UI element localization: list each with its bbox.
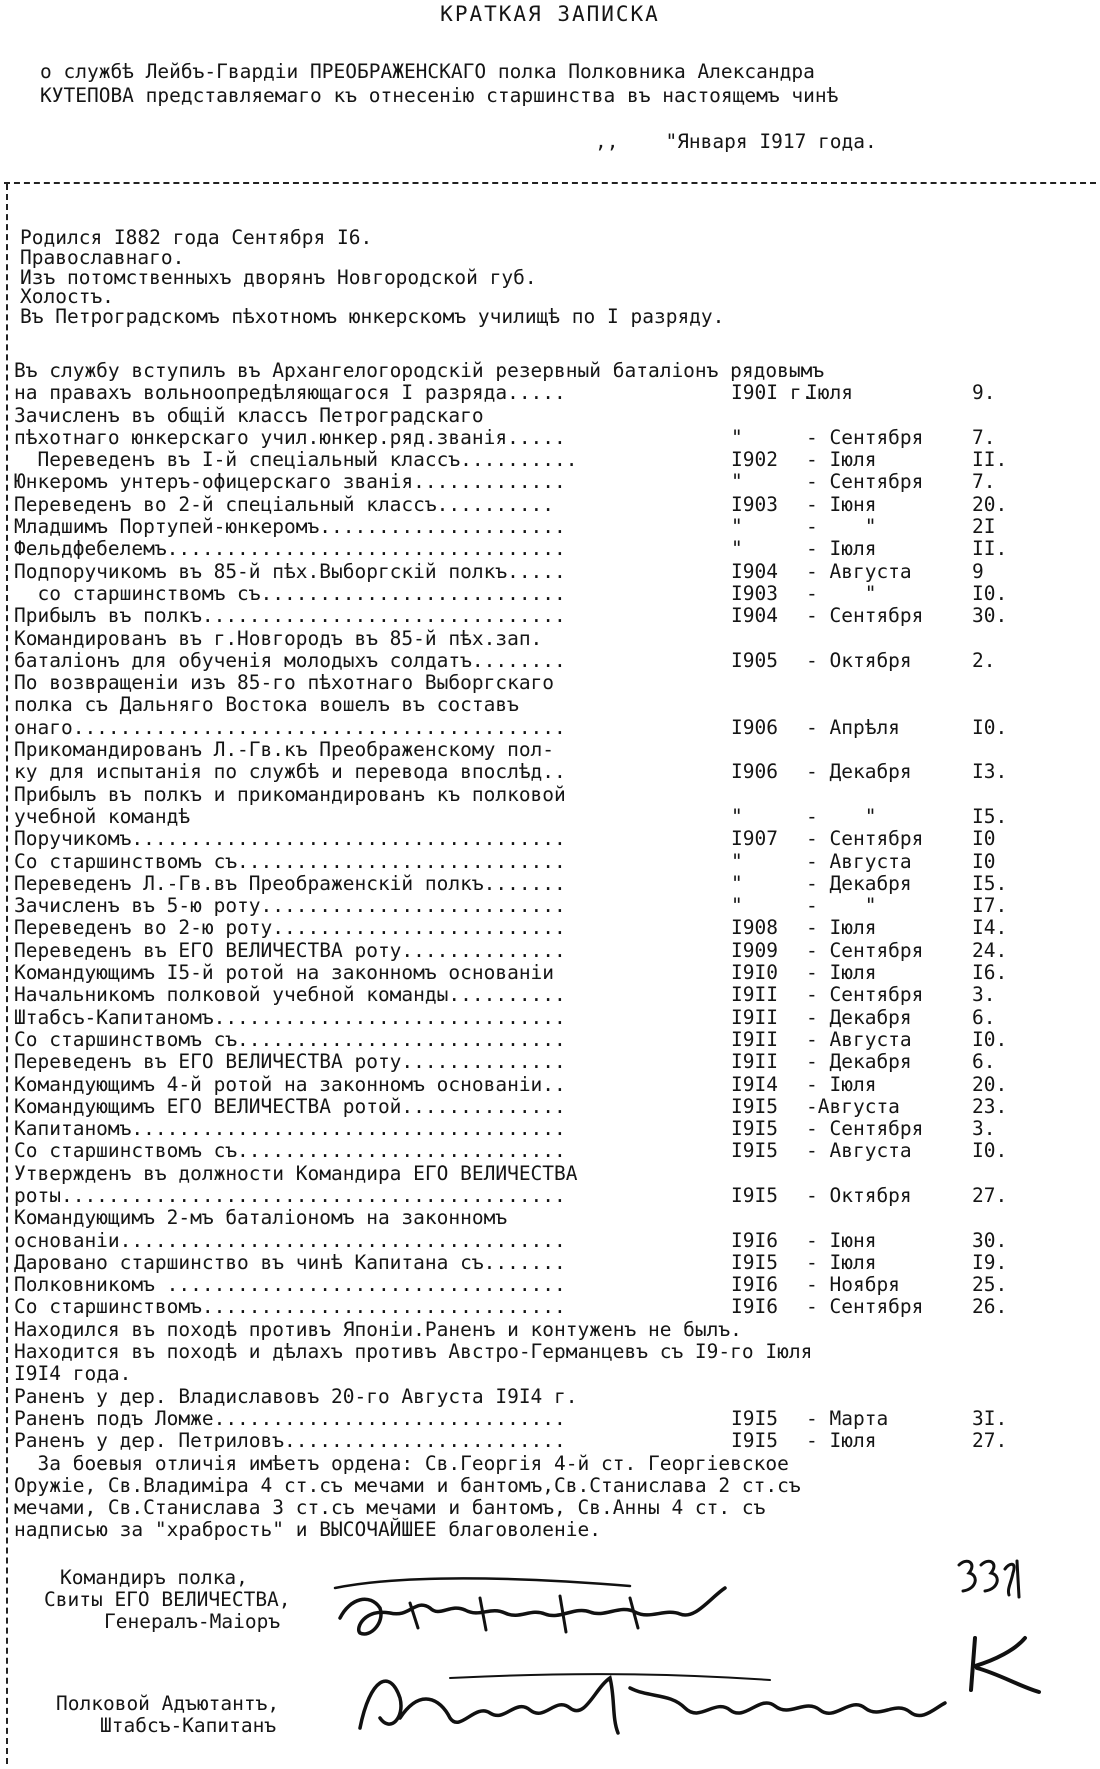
- service-entry: [14, 1074, 1084, 1096]
- service-entry-day: I7.: [972, 894, 1008, 918]
- service-entry-day: 3I.: [972, 1406, 1008, 1430]
- service-entry-day: 23.: [972, 1094, 1008, 1118]
- service-entry: [14, 895, 1084, 917]
- service-entry-year: I907: [731, 827, 778, 851]
- service-entry: [14, 1475, 1084, 1497]
- service-entry-day: I0: [972, 849, 996, 873]
- service-entry-text: Прибылъ въ полкъ...............................: [14, 604, 566, 628]
- service-entry-text: Капитаномъ.....................................: [14, 1117, 566, 1141]
- service-entry-day: II.: [972, 448, 1008, 472]
- service-entry-text: Командующимъ I5-й ротой на законномъ основанiи: [14, 961, 566, 985]
- service-entry-text: Раненъ у дер. Владиславовъ 20-го Августа I9I4 г.: [14, 1384, 578, 1408]
- service-entry-day: 9.: [972, 381, 996, 405]
- service-entry-text: Со старшинствомъ...............................: [14, 1295, 566, 1319]
- service-entry-day: 25.: [972, 1273, 1008, 1297]
- service-entry: [14, 605, 1084, 627]
- service-entry: [14, 1163, 1084, 1185]
- service-entry-month: - Апрѣля: [806, 715, 900, 739]
- service-entry-text: Со старшинствомъ съ............................: [14, 1139, 566, 1163]
- dashed-rule-top: [4, 182, 1096, 184]
- service-entry: [14, 360, 1084, 382]
- service-entry-year: I904: [731, 604, 778, 628]
- service-entry-year: I908: [731, 916, 778, 940]
- service-entry-text: надписью за "храбрость" и ВЫСОЧАЙШЕЕ благоволенiе.: [14, 1518, 601, 1542]
- service-entry: [14, 806, 1084, 828]
- service-entry-day: 20.: [972, 1072, 1008, 1096]
- header-date: ,, "Января I917 года.: [595, 130, 877, 153]
- service-entry-year: I9I5: [731, 1139, 778, 1163]
- service-entry-month: - Октября: [806, 648, 912, 672]
- commander-title-line-1: Командиръ полка,: [60, 1566, 248, 1589]
- service-entry: [14, 761, 1084, 783]
- service-entry-year: I906: [731, 715, 778, 739]
- service-entry-month: Iюля: [806, 381, 853, 405]
- service-entry-month: - Iюля: [806, 448, 877, 472]
- margin-number-handwritten: [955, 1555, 1025, 1605]
- service-entry-year: I903: [731, 581, 778, 605]
- service-entry-month: - ": [806, 515, 877, 539]
- service-entry: [14, 873, 1084, 895]
- commander-title-line-2: Свиты ЕГО ВЕЛИЧЕСТВА,: [44, 1588, 291, 1611]
- dashed-rule-left: [6, 184, 8, 1764]
- biography-block: [20, 228, 1090, 327]
- service-entry-month: - Декабря: [806, 1005, 912, 1029]
- service-entry: [14, 962, 1084, 984]
- header-line-1: о службѣ Лейбъ-Гвардiи ПРЕОБРАЖЕНСКАГО полка Полковника Александра: [40, 60, 815, 83]
- service-entry-text: Даровано старшинство въ чинѣ Капитана съ.......: [14, 1250, 566, 1274]
- service-entry: [14, 1230, 1084, 1252]
- service-entry-text: мечами, Св.Станислава 3 ст.съ мечами и бантомъ, Св.Анны 4 ст. съ: [14, 1496, 766, 1520]
- service-entry-text: основанiи......................................: [14, 1228, 566, 1252]
- service-entry-year: I902: [731, 448, 778, 472]
- service-entry: [14, 471, 1084, 493]
- service-entry: [14, 1252, 1084, 1274]
- service-entry-day: 30.: [972, 1228, 1008, 1252]
- service-entry-year: I9II: [731, 1050, 778, 1074]
- service-entry: [14, 382, 1084, 404]
- service-entry: [14, 917, 1084, 939]
- service-entry-text: учебной командѣ: [14, 804, 191, 828]
- service-entry-day: 3.: [972, 983, 996, 1007]
- service-entry: [14, 984, 1084, 1006]
- service-entry-text: Штабсъ-Капитаномъ..............................: [14, 1005, 566, 1029]
- service-entry-month: - Августа: [806, 1139, 912, 1163]
- service-entry-year: I9I0: [731, 961, 778, 985]
- service-entry: [14, 427, 1084, 449]
- service-entry-day: I5.: [972, 871, 1008, 895]
- service-entry: [14, 1296, 1084, 1318]
- service-entry: [14, 583, 1084, 605]
- service-entry-year: I9II: [731, 1005, 778, 1029]
- service-entry-text: Въ службу вступилъ въ Архангелогородскiй резервный баталiонъ рядовымъ: [14, 359, 825, 382]
- header-line-2: КУТЕПОВА представляемаго къ отнесенiю старшинства въ настоящемъ чинѣ: [40, 84, 839, 107]
- service-entry: [14, 851, 1084, 873]
- service-entry-year: ": [731, 894, 743, 918]
- service-entry-month: - Декабря: [806, 1050, 912, 1074]
- service-entry-year: ": [731, 515, 743, 539]
- service-entry-month: - Iюля: [806, 1072, 877, 1096]
- service-entry-text: Командующимъ 4-й ротой на законномъ основанiи..: [14, 1072, 566, 1096]
- service-entry: [14, 1319, 1084, 1341]
- service-entry-text: пѣхотнаго юнкерскаго учил.юнкер.ряд.званiя.....: [14, 425, 566, 449]
- service-entry: [14, 1519, 1084, 1541]
- service-entry-month: - ": [806, 804, 877, 828]
- service-entry-text: роты...........................................: [14, 1183, 566, 1207]
- service-entry-day: 7.: [972, 425, 996, 449]
- service-entry-text: Переведенъ во 2-й спецiальный классъ..........: [14, 492, 555, 516]
- service-entry-day: I0: [972, 827, 996, 851]
- adjutant-signature: [350, 1658, 950, 1758]
- service-entry: [14, 694, 1084, 716]
- service-entry-month: - Сентября: [806, 983, 924, 1007]
- service-entry-year: I9I5: [731, 1183, 778, 1207]
- service-entry-text: Оружiе, Св.Владимiра 4 ст.съ мечами и бантомъ,Св.Станислава 2 ст.съ: [14, 1473, 801, 1497]
- service-entry-month: - Iюля: [806, 1250, 877, 1274]
- service-entry-year: ": [731, 804, 743, 828]
- service-entry-month: - Сентября: [806, 425, 924, 449]
- commander-signature: [330, 1568, 750, 1658]
- service-entry-text: онаго..........................................: [14, 715, 566, 739]
- service-entry-year: I9I6: [731, 1273, 778, 1297]
- service-entry-text: Со старшинствомъ съ............................: [14, 849, 566, 873]
- service-entry-month: - ": [806, 581, 877, 605]
- service-entry-day: I5.: [972, 804, 1008, 828]
- service-entry: [14, 538, 1084, 560]
- service-entry-month: - Iюня: [806, 1228, 877, 1252]
- service-entry-year: ": [731, 537, 743, 561]
- service-entry-text: I9I4 года.: [14, 1362, 132, 1386]
- service-entry-text: на правахъ вольноопредѣляющагося I разряда.....: [14, 381, 566, 405]
- service-entry: [14, 717, 1084, 739]
- service-entry-text: Переведенъ въ I-й спецiальный классъ..........: [14, 448, 578, 472]
- adjutant-title-line-1: Полковой Адъютантъ,: [56, 1692, 280, 1715]
- service-entry-day: I0.: [972, 715, 1008, 739]
- service-entry: [14, 1185, 1084, 1207]
- service-entry: [14, 1140, 1084, 1162]
- service-entry-month: - Августа: [806, 559, 912, 583]
- service-entry-month: - Октября: [806, 1183, 912, 1207]
- service-entry-year: I9I5: [731, 1406, 778, 1430]
- service-entry-year: I9I6: [731, 1228, 778, 1252]
- service-entry-month: - Сентября: [806, 470, 924, 494]
- service-entry-day: 24.: [972, 938, 1008, 962]
- service-entry-text: Раненъ у дер. Петриловъ........................: [14, 1429, 566, 1453]
- service-entry: [14, 739, 1084, 761]
- service-entry: [14, 516, 1084, 538]
- service-entry: [14, 1363, 1084, 1385]
- service-entry-year: I909: [731, 938, 778, 962]
- service-entry-text: Переведенъ во 2-ю роту.........................: [14, 916, 566, 940]
- service-entry-month: - Сентября: [806, 1117, 924, 1141]
- service-entry-month: - Сентября: [806, 827, 924, 851]
- service-entry: [14, 449, 1084, 471]
- service-entry: [14, 828, 1084, 850]
- service-entry-month: - Августа: [806, 1027, 912, 1051]
- service-entry: [14, 1096, 1084, 1118]
- service-entry: [14, 784, 1084, 806]
- service-entry-year: I904: [731, 559, 778, 583]
- service-entry: [14, 650, 1084, 672]
- service-entry-month: - Iюля: [806, 1429, 877, 1453]
- service-entry-day: 7.: [972, 470, 996, 494]
- service-entry-day: I0.: [972, 1027, 1008, 1051]
- bio-line: Православнаго.: [20, 245, 185, 269]
- service-entry-day: 9: [972, 559, 984, 583]
- service-record-table: [14, 360, 1084, 1542]
- margin-check-mark: [955, 1630, 1045, 1700]
- service-entry-month: - Iюля: [806, 916, 877, 940]
- service-entry-text: Переведенъ Л.-Гв.въ Преображенскiй полкъ.......: [14, 871, 566, 895]
- service-entry-day: II.: [972, 537, 1008, 561]
- service-entry-month: - Iюня: [806, 492, 877, 516]
- service-entry: [14, 1051, 1084, 1073]
- service-entry-year: I903: [731, 492, 778, 516]
- service-entry: [14, 1029, 1084, 1051]
- service-entry-text: полка съ Дальняго Востока вошелъ въ составъ: [14, 693, 519, 717]
- service-entry-text: Подпоручикомъ въ 85-й пѣх.Выборгскiй полкъ.....: [14, 559, 566, 583]
- service-entry-text: Фельдфебелемъ..................................: [14, 537, 566, 561]
- service-entry-year: ": [731, 425, 743, 449]
- service-entry-day: 6.: [972, 1005, 996, 1029]
- service-entry-text: Юнкеромъ унтеръ-офицерскаго званiя.............: [14, 470, 566, 494]
- service-entry: [14, 1408, 1084, 1430]
- service-entry-day: 6.: [972, 1050, 996, 1074]
- service-entry: [14, 405, 1084, 427]
- service-entry-text: ку для испытанiя по службѣ и перевода впослѣд..: [14, 760, 566, 784]
- service-entry-day: 20.: [972, 492, 1008, 516]
- service-entry-year: I90I г.: [731, 381, 814, 405]
- service-entry-month: - Марта: [806, 1406, 889, 1430]
- bio-line: Изъ потомственныхъ дворянъ Новгородской губ.: [20, 265, 537, 289]
- service-entry-text: Переведенъ въ ЕГО ВЕЛИЧЕСТВА роту..............: [14, 1050, 566, 1074]
- service-entry-text: По возвращенiи изъ 85-го пѣхотнаго Выборгскаго: [14, 671, 555, 695]
- service-entry-text: Утвержденъ въ должности Командира ЕГО ВЕЛИЧЕСТВА: [14, 1161, 578, 1185]
- service-entry-month: - Ноября: [806, 1273, 900, 1297]
- service-entry-text: Раненъ подъ Ломже..............................: [14, 1406, 566, 1430]
- service-entry-month: - Декабря: [806, 760, 912, 784]
- service-entry-text: Командующимъ 2-мъ баталiономъ на законномъ: [14, 1206, 508, 1230]
- service-entry-year: I9I6: [731, 1295, 778, 1319]
- service-entry-year: I9I5: [731, 1094, 778, 1118]
- service-entry-text: Командующимъ ЕГО ВЕЛИЧЕСТВА ротой..............: [14, 1094, 566, 1118]
- service-entry-year: I9I5: [731, 1250, 778, 1274]
- service-entry-day: 26.: [972, 1295, 1008, 1319]
- service-entry-text: Находился въ походѣ противъ Японiи.Раненъ и контуженъ не былъ.: [14, 1317, 742, 1341]
- service-entry: [14, 628, 1084, 650]
- service-entry-text: Переведенъ въ ЕГО ВЕЛИЧЕСТВА роту..............: [14, 938, 566, 962]
- document-title: КРАТКАЯ ЗАПИСКА: [440, 2, 660, 26]
- service-entry-text: Находится въ походѣ и дѣлахъ противъ Австро-Германцевъ съ I9-го Iюля: [14, 1340, 813, 1364]
- service-entry-year: ": [731, 470, 743, 494]
- service-entry: [14, 1274, 1084, 1296]
- service-entry-year: I9I5: [731, 1117, 778, 1141]
- service-entry-day: 27.: [972, 1429, 1008, 1453]
- service-entry-day: I3.: [972, 760, 1008, 784]
- service-entry-day: 2.: [972, 648, 996, 672]
- service-entry-year: I9I4: [731, 1072, 778, 1096]
- service-entry-text: Начальникомъ полковой учебной команды..........: [14, 983, 566, 1007]
- service-entry-year: I906: [731, 760, 778, 784]
- service-entry-month: - Iюля: [806, 537, 877, 561]
- service-entry: [14, 494, 1084, 516]
- service-entry-day: I0.: [972, 581, 1008, 605]
- service-entry-month: - Сентября: [806, 604, 924, 628]
- service-entry-year: ": [731, 849, 743, 873]
- commander-title-line-3: Генералъ-Маiоръ: [104, 1610, 281, 1633]
- service-entry-month: - Сентября: [806, 938, 924, 962]
- bio-line: Въ Петроградскомъ пѣхотномъ юнкерскомъ училищѣ по I разряду.: [20, 305, 725, 329]
- service-entry: [14, 1341, 1084, 1363]
- service-entry-text: Полковникомъ ..................................: [14, 1273, 566, 1297]
- service-entry: [14, 1430, 1084, 1452]
- service-entry-text: Зачисленъ въ общiй классъ Петроградскаго: [14, 403, 484, 427]
- service-entry-year: ": [731, 871, 743, 895]
- service-entry-text: со старшинствомъ съ..........................: [14, 581, 566, 605]
- service-entry-month: - Декабря: [806, 871, 912, 895]
- service-entry-text: Младшимъ Портупей-юнкеромъ.....................: [14, 515, 566, 539]
- service-entry: [14, 940, 1084, 962]
- service-entry-year: I9I5: [731, 1429, 778, 1453]
- service-entry-day: I9.: [972, 1250, 1008, 1274]
- service-entry-text: Зачисленъ въ 5-ю роту..........................: [14, 894, 566, 918]
- service-entry-month: - Августа: [806, 849, 912, 873]
- service-entry-text: За боевыя отличiя имѣетъ ордена: Св.Георгiя 4-й ст. Георгiевское: [14, 1451, 789, 1475]
- service-entry: [14, 1007, 1084, 1029]
- service-entry-day: 30.: [972, 604, 1008, 628]
- service-entry-day: I0.: [972, 1139, 1008, 1163]
- bio-line: Родился I882 года Сентября I6.: [20, 226, 373, 249]
- service-entry: [14, 1453, 1084, 1475]
- service-entry: [14, 1497, 1084, 1519]
- service-entry-text: Поручикомъ.....................................: [14, 827, 566, 851]
- service-entry-text: Прикомандированъ Л.-Гв.къ Преображенскому пол-: [14, 738, 555, 762]
- service-entry-year: I905: [731, 648, 778, 672]
- service-entry-month: - Сентября: [806, 1295, 924, 1319]
- service-entry-month: -Августа: [806, 1094, 900, 1118]
- service-entry-day: 27.: [972, 1183, 1008, 1207]
- service-entry-text: Командированъ въ г.Новгородъ въ 85-й пѣх.зап.: [14, 626, 543, 650]
- service-entry: [14, 672, 1084, 694]
- service-entry-text: Прибылъ въ полкъ и прикомандированъ къ полковой: [14, 782, 566, 806]
- service-entry: [14, 1207, 1084, 1229]
- service-entry-month: - ": [806, 894, 877, 918]
- service-entry-year: I9II: [731, 983, 778, 1007]
- bio-line: Холостъ.: [20, 285, 114, 309]
- service-entry-day: 2I: [972, 515, 996, 539]
- service-entry-text: Со старшинствомъ съ............................: [14, 1027, 566, 1051]
- service-entry-month: - Iюля: [806, 961, 877, 985]
- service-entry: [14, 1118, 1084, 1140]
- adjutant-title-line-2: Штабсъ-Капитанъ: [100, 1714, 277, 1737]
- service-entry-day: I6.: [972, 961, 1008, 985]
- service-entry: [14, 1386, 1084, 1408]
- service-entry-text: баталiонъ для обученiя молодыхъ солдатъ........: [14, 648, 566, 672]
- service-entry-day: I4.: [972, 916, 1008, 940]
- service-entry-year: I9II: [731, 1027, 778, 1051]
- service-entry-day: 3.: [972, 1117, 996, 1141]
- service-entry: [14, 561, 1084, 583]
